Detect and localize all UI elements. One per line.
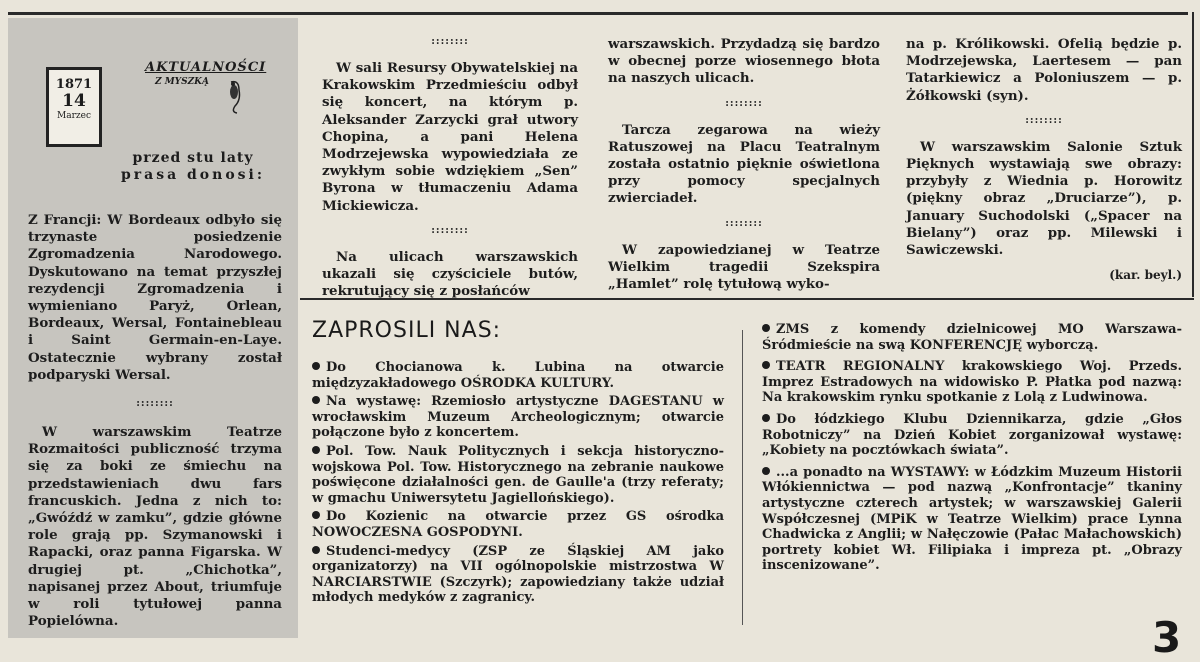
separator-stars: :::::::: [725,217,763,229]
subtitle-line-1: przed stu laty [132,150,254,166]
zaprosili-left-list [312,360,724,606]
subtitle-line-2: prasa donosi: [120,167,266,183]
separator-stars: :::::::: [1025,114,1063,126]
article-column-4 [906,36,1182,284]
top-rule [8,12,1188,15]
invite-item: TEATR REGIONALNY krakowskiego Woj. Przeds. Imprez Estradowych na widowisko P. Płatka pod nazwą: Na krakowskim rynku spotkanie z Lolą z Ludwinowa. [762,359,1182,406]
invite-item: Studenci-medycy (ZSP ze Śląskiej AM jako organizatorzy) na VII ogólnopolskie mistrzostwa W NARCIARSTWIE (Szczyrk); zapowiedziany także udział młodych medyków z zagranicy. [312,543,724,606]
logo-subtitle: Z MYSZKĄ [155,77,209,87]
right-rule [1192,12,1194,297]
article-shoe-cleaners: Na ulicach warszawskich ukazali się czyściciele butów, rekrutujący się z posłańców [322,248,578,300]
bullet-icon [762,324,770,332]
mouse-sketch-icon [225,78,245,114]
bullet-icon [312,546,320,554]
page-number: 3 [1152,613,1182,662]
article-hamlet: W zapowiedzianej w Teatrze Wielkim tragedii Szekspira „Hamlet” rolę tytułową wyko- [608,241,880,293]
article-france: Z Francji: W Bordeaux odbyło się trzynaste posiedzenie Zgromadzenia Narodowego. Dyskutowano na temat przyszłej rezydencji Zgromadzenia i wymieniano Paryż, Orlean, Bordeaux, Wersal, Fontainebleau i Saint Germain-en-Laye. Ostatecznie wybrany został podparyski Wersal. [28,212,282,383]
zaprosili-divider [742,330,743,625]
bullet-icon [762,467,770,475]
zaprosili-right-list [762,322,1182,574]
article-teatr-rozmaitosci: W warszawskim Teatrze Rozmaitości publiczność trzyma się za boki ze śmiechu na przedstawieniach dwu fars francuskich. Jedna z nich to: „Gwóźdź w zamku”, gdzie główne role grają pp. Szymanowski i Rapacki, oraz panna Figarska. W drugiej pt. „Chichotka”, napisanej przez About, triumfuje w roli tytułowej panna Popielówna. [28,424,282,630]
article-column-1 [28,212,282,630]
bullet-icon [312,446,320,454]
bullet-icon [312,511,320,519]
invite-item: Do Kozienic na otwarcie przez GS ośrodka NOWOCZESNA GOSPODYNI. [312,509,724,540]
invite-item: Do Chocianowa k. Lubina na otwarcie międzyzakładowego OŚRODKA KULTURY. [312,360,724,391]
date-year: 1871 [55,77,93,92]
bullet-icon [762,361,770,369]
separator-stars: :::::::: [431,36,469,47]
article-hamlet-cont: na p. Królikowski. Ofelią będzie p. Modrzejewska, Laertesem — pan Tatarkiewicz a Poloniuszem — p. Żółkowski (syn). [906,36,1182,104]
invite-item: Do łódzkiego Klubu Dziennikarza, gdzie „Głos Robotniczy” na Dzień Kobiet zorganizował wystawę: „Kobiety na pocztówkach świata”. [762,411,1182,459]
separator-stars: :::::::: [725,97,763,109]
article-column-3 [608,36,880,293]
date-box [46,67,102,147]
invite-item: Pol. Tow. Nauk Politycznych i sekcja historyczno-wojskowa Pol. Tow. Historycznego na zebranie naukowe poświęcone działalności gen. de Gaulle'a (trzy referaty; w gmachu Uniwersytetu Jagiellońskiego). [312,443,724,506]
article-clock-tower: Tarcza zegarowa na wieży Ratuszowej na Placu Teatralnym została ostatnio pięknie oświetlona przy pomocy specjalnych zwierciadeł. [608,121,880,207]
article-column-2 [322,36,578,300]
date-day: 14 [62,91,86,111]
zaprosili-heading: ZAPROSILI NAS: [312,318,502,343]
separator-stars: :::::::: [431,224,469,236]
bullet-icon [312,396,320,404]
article-salon-sztuk: W warszawskim Salonie Sztuk Pięknych wystawiają swe obrazy: przybyły z Wiednia p. Horowitz (piękny obraz „Druciarze”), p. January Suchodolski („Spacer na Bielany”) oraz pp. Milewski i Sawiczewski. [906,138,1182,259]
article-resursa-concert: W sali Resursy Obywatelskiej na Krakowskim Przedmieściu odbył się koncert, na którym p. Aleksander Zarzycki grał utwory Chopina, a pani Helena Modrzejewska wypowiedziała ze zwykłym sobie wdziękiem „Sen” Byrona w tłumaczeniu Adama Mickiewicza. [322,60,578,214]
invite-item: Na wystawę: Rzemiosło artystyczne DAGESTANU w wrocławskim Muzeum Archeologicznym; otwarcie połączone było z koncertem. [312,394,724,441]
separator-stars: :::::::: [136,398,174,410]
logo-title: AKTUALNOŚCI [145,60,267,75]
article-shoe-cleaners-cont: warszawskich. Przydadzą się bardzo w obecnej porze wiosennego błota na naszych ulicach. [608,36,880,87]
date-month: Marzec [57,111,91,121]
column-logo [145,60,267,120]
bullet-icon [312,362,320,370]
column-subtitle [118,150,268,184]
bullet-icon [762,414,770,422]
author-signature: (kar. beyl.) [1109,268,1182,283]
invite-item: ...a ponadto na WYSTAWY: w Łódzkim Muzeum Historii Włókiennictwa — pod nazwą „Konfrontacje” tkaniny artystyczne czterech artystek; w warszawskiej Galerii Współczesnej (MPiK w Teatrze Wielkim) prace Lynna Chadwicka z Anglii; w Nałęczowie (Pałac Małachowskich) portrety kobiet Wł. Filipiaka i impreza pt. „Obrazy inscenizowane”. [762,464,1182,574]
invite-item: ZMS z komendy dzielnicowej MO Warszawa-Śródmieście na swą KONFERENCJĘ wyborczą. [762,322,1182,353]
